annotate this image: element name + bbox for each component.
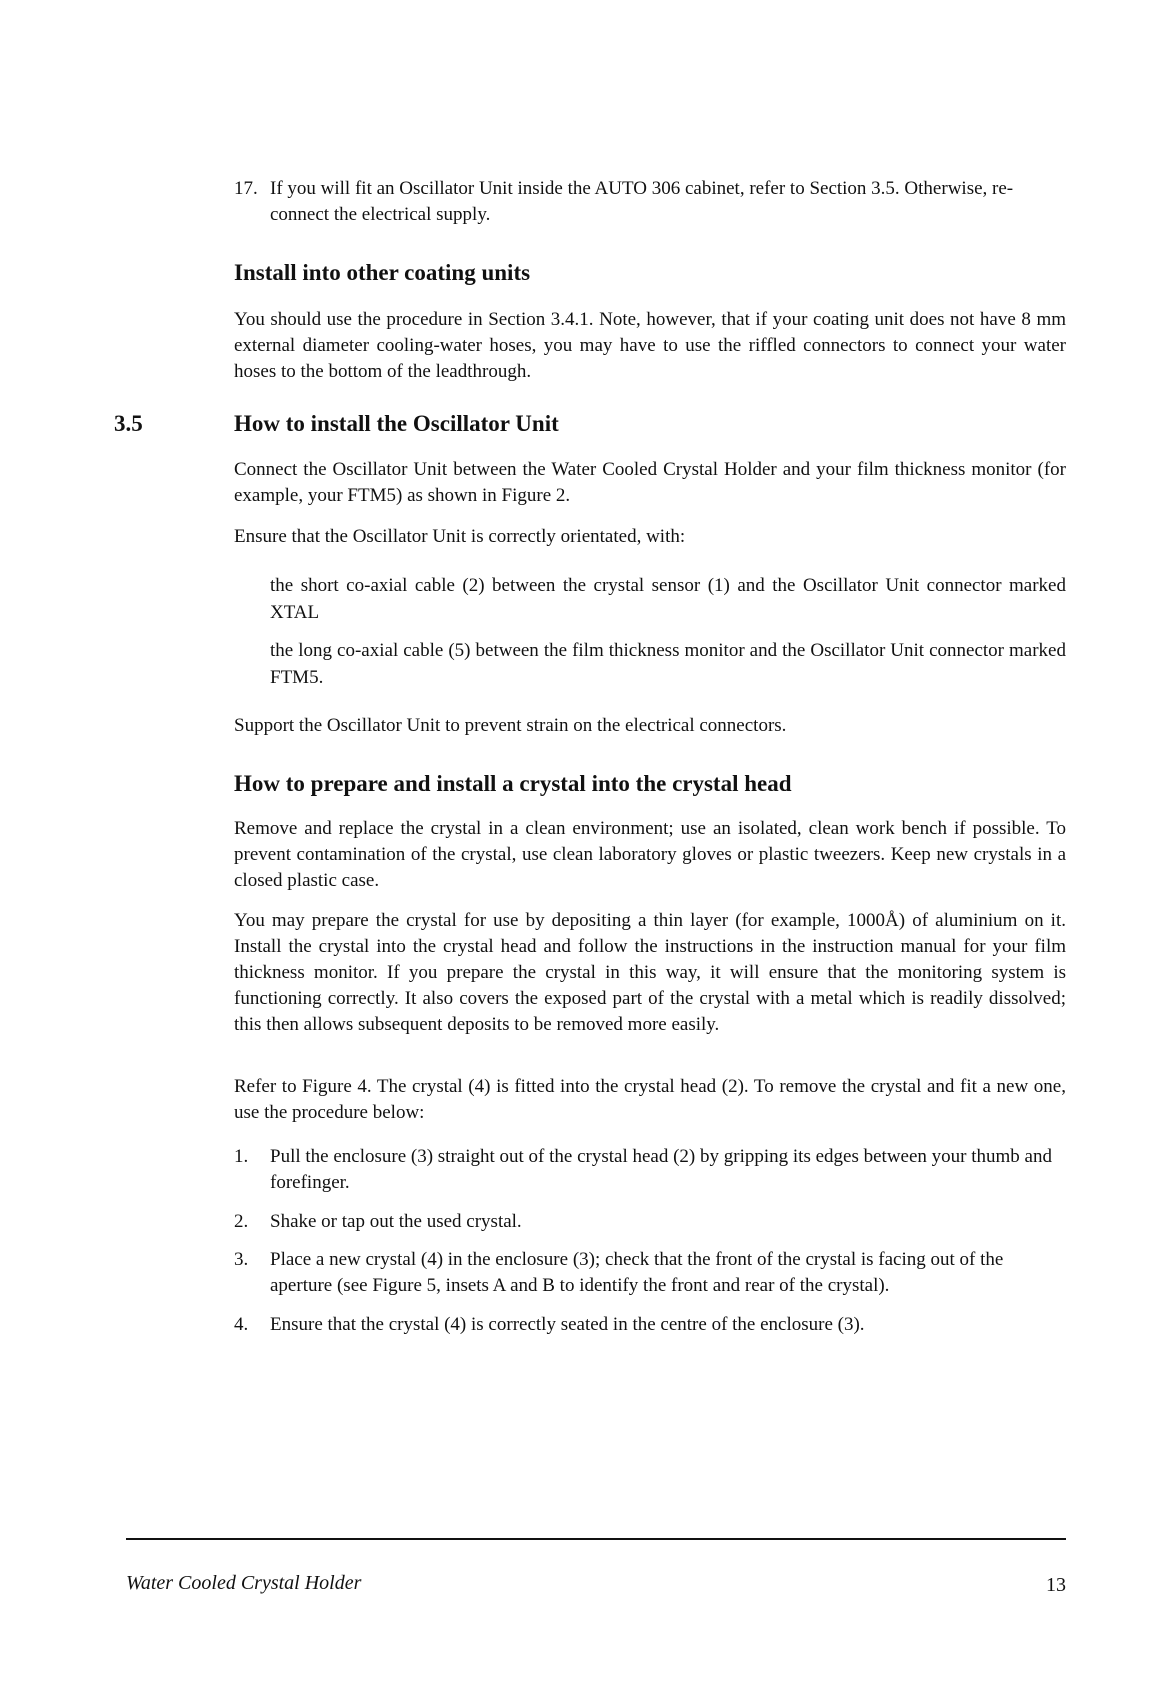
sub-paragraph-short-cable: the short co-axial cable (2) between the crystal sensor (1) and the Oscillator Unit connector marked XTAL xyxy=(270,575,1066,623)
heading-prepare-crystal: How to prepare and install a crystal into the crystal head xyxy=(234,771,792,796)
list-item-number: 17. xyxy=(234,178,258,199)
list-item-text: If you will fit an Oscillator Unit inside the AUTO 306 cabinet, refer to Section 3.5. Otherwise, re-connect the electrical supply. xyxy=(270,178,1014,225)
list-item xyxy=(234,1312,1066,1338)
list-item-text: Pull the enclosure (3) straight out of the crystal head (2) by gripping its edges between your thumb and forefinger. xyxy=(270,1146,1052,1193)
paragraph-refer-figure-4: Refer to Figure 4. The crystal (4) is fitted into the crystal head (2). To remove the crystal and fit a new one, use the procedure below: xyxy=(234,1076,1066,1123)
list-item xyxy=(234,1209,1066,1235)
paragraph-connect-oscillator: Connect the Oscillator Unit between the Water Cooled Crystal Holder and your film thickness monitor (for example, your FTM5) as shown in Figure 2. xyxy=(234,459,1066,506)
footer-page-number: 13 xyxy=(1046,1574,1066,1596)
section-number: 3.5 xyxy=(114,411,143,436)
list-item xyxy=(234,1247,1066,1299)
heading-install-other-units: Install into other coating units xyxy=(234,260,531,285)
paragraph-ensure-orientation: Ensure that the Oscillator Unit is correctly orientated, with: xyxy=(234,526,686,547)
paragraph-support-oscillator: Support the Oscillator Unit to prevent strain on the electrical connectors. xyxy=(234,715,787,736)
paragraph-clean-environment: Remove and replace the crystal in a clean environment; use an isolated, clean work bench if possible. To prevent contamination of the crystal, use clean laboratory gloves or plastic tweezers. Keep new crystals in a closed plastic case. xyxy=(234,818,1066,891)
list-item-number: 1. xyxy=(234,1146,249,1167)
list-item-number: 4. xyxy=(234,1314,249,1335)
footer-divider xyxy=(126,1538,1066,1540)
list-item-number: 2. xyxy=(234,1211,249,1232)
list-item xyxy=(234,1144,1066,1196)
list-item-number: 3. xyxy=(234,1249,249,1270)
paragraph-install-other: You should use the procedure in Section 3.4.1. Note, however, that if your coating unit does not have 8 mm external diameter cooling-water hoses, you may have to use the riffled connectors to connect your water hoses to the bottom of the leadthrough. xyxy=(234,309,1066,382)
footer-document-title: Water Cooled Crystal Holder xyxy=(126,1572,362,1594)
list-item-17 xyxy=(234,176,1066,228)
paragraph-prepare-crystal: You may prepare the crystal for use by depositing a thin layer (for example, 1000Å) of aluminium on it. Install the crystal into the crystal head and follow the instructions in the instruction manual for your film thickness monitor. If you prepare the crystal in this way, it will ensure that the monitoring system is functioning correctly. It also covers the exposed part of the crystal with a metal which is readily dissolved; this then allows subsequent deposits to be removed more easily. xyxy=(234,910,1066,1035)
list-item-text: Place a new crystal (4) in the enclosure (3); check that the front of the crystal is facing out of the aperture (see Figure 5, insets A and B to identify the front and rear of the crystal). xyxy=(270,1249,1004,1296)
list-item-text: Shake or tap out the used crystal. xyxy=(270,1211,522,1232)
heading-install-oscillator: How to install the Oscillator Unit xyxy=(234,411,559,436)
list-item-text: Ensure that the crystal (4) is correctly seated in the centre of the enclosure (3). xyxy=(270,1314,865,1335)
sub-paragraph-long-cable: the long co-axial cable (5) between the film thickness monitor and the Oscillator Unit connector marked FTM5. xyxy=(270,640,1066,688)
